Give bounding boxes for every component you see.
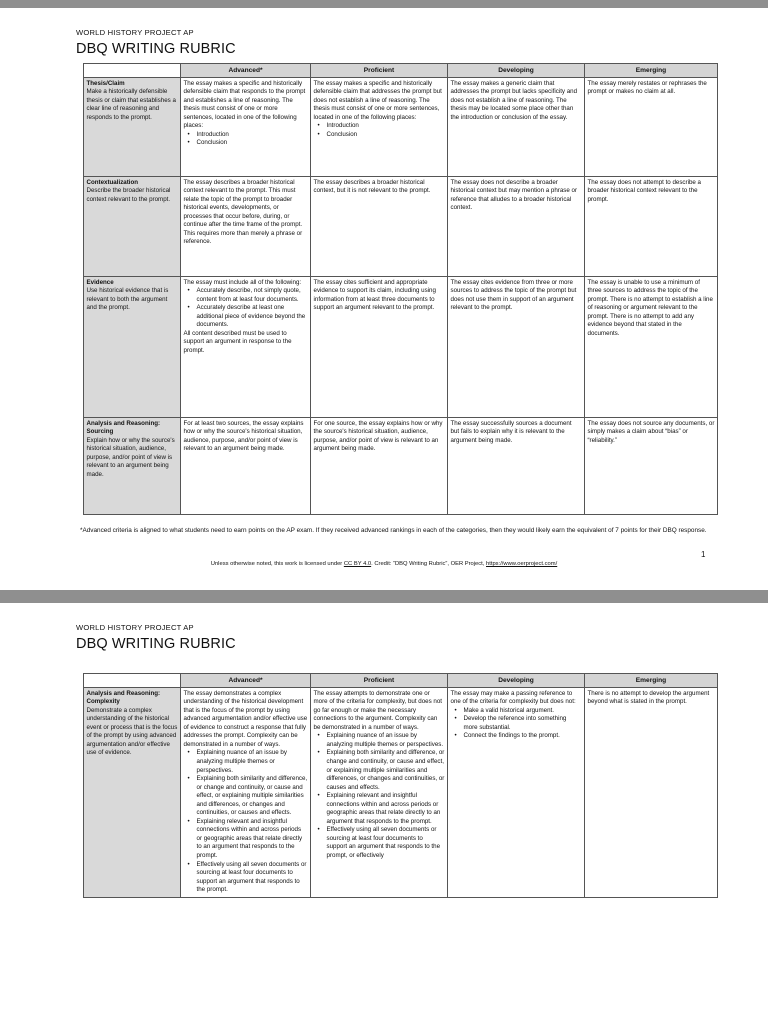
cell-text: The essay successfully sources a document but fails to explain why it is relevant to the argument being made. xyxy=(450,419,572,444)
license-url-link[interactable]: https://www.oerproject.com/ xyxy=(486,561,558,567)
bullet-item: • Develop the reference into something more substantial. xyxy=(464,715,582,732)
advanced-cell xyxy=(181,688,311,898)
cell-text-after: All content described must be used to support an argument in response to the prompt. xyxy=(183,329,292,354)
criterion-description: Describe the broader historical context relevant to the prompt. xyxy=(86,187,171,203)
criterion-name: Contextualization xyxy=(86,178,139,186)
rubric-table xyxy=(83,673,718,898)
criterion-name: Analysis and Reasoning: Sourcing xyxy=(86,419,161,436)
emerging-cell xyxy=(585,177,718,277)
bullet-item: • Make a valid historical argument. xyxy=(464,707,582,716)
bullet-item: • Explaining both similarity and difference, or change and continuity, or cause and effect, or explaining multiple similarities and differences, or changes and continuities, or causes and effects. xyxy=(327,749,445,792)
emerging-cell xyxy=(585,78,718,177)
bullet-item: • Explaining relevant and insightful connections within and across periods or geographic areas that relate directly to an argument that responds to the prompt. xyxy=(327,792,445,826)
corner-cell xyxy=(84,64,181,78)
bullet-list xyxy=(451,707,582,741)
bullet-item: • Accurately describe, not simply quote, content from at least four documents. xyxy=(197,287,308,304)
rubric-page-1 xyxy=(0,8,768,590)
cell-text: The essay merely restates or rephrases the prompt or makes no claim at all. xyxy=(587,79,707,96)
bullet-list xyxy=(314,732,445,860)
column-header-proficient: Proficient xyxy=(311,64,448,78)
developing-cell xyxy=(448,688,585,898)
bullet-list xyxy=(184,287,308,330)
bullet-item: • Effectively using all seven documents or sourcing at least four documents to support an argument that responds to the prompt, or effectively xyxy=(327,826,445,860)
header-row xyxy=(84,64,718,78)
column-header-advanced: Advanced* xyxy=(181,674,311,688)
bullet-item: • Connect the findings to the prompt. xyxy=(464,732,582,741)
cell-text: The essay makes a specific and historically defensible claim that responds to the prompt and establishes a line of reasoning. The thesis must consist of one or more sentences, located in one of the following places: xyxy=(183,79,306,130)
proficient-cell xyxy=(311,177,448,277)
license-credit: . Credit: “DBQ Writing Rubric”, OER Project, xyxy=(371,561,487,567)
cell-text: The essay may make a passing reference to one of the criteria for complexity but does not: xyxy=(450,689,576,706)
criterion-cell xyxy=(84,418,181,515)
bullet-list xyxy=(314,122,445,139)
criterion-description: Use historical evidence that is relevant to both the argument and the prompt. xyxy=(86,287,169,312)
proficient-cell xyxy=(311,688,448,898)
cell-text: The essay cites sufficient and appropriate evidence to support its claim, including using information from at least three documents to support an argument relevant to the prompt. xyxy=(313,278,436,312)
criterion-name: Thesis/Claim xyxy=(86,79,125,87)
emerging-cell xyxy=(585,277,718,418)
cell-text: The essay attempts to demonstrate one or more of the criteria for complexity, but does not go far enough or make the necessary connections to the argument. Complexity can be demonstrated in a number of ways. xyxy=(313,689,443,731)
bullet-list xyxy=(184,131,308,148)
header-row xyxy=(84,674,718,688)
cell-text: For one source, the essay explains how or why the source's historical situation, audience, purpose, and/or point of view is relevant to an argument being made. xyxy=(313,419,443,453)
rubric-table xyxy=(83,63,718,515)
bullet-item: • Explaining nuance of an issue by analyzing multiple themes or perspectives. xyxy=(197,749,308,775)
cell-text: The essay must include all of the following: xyxy=(183,278,302,286)
license-prefix: Unless otherwise noted, this work is licensed under xyxy=(210,561,344,567)
developing-cell xyxy=(448,277,585,418)
emerging-cell xyxy=(585,418,718,515)
column-header-proficient: Proficient xyxy=(311,674,448,688)
project-name: WORLD HISTORY PROJECT AP xyxy=(76,28,194,37)
bullet-item: • Introduction xyxy=(197,131,308,140)
advanced-footnote: *Advanced criteria is aligned to what students need to earn points on the AP exam. If they received advanced rankings in each of the categories, then they would likely earn the equivalent of 7 points for their DBQ response. xyxy=(80,527,707,534)
criterion-description: Explain how or why the source's historical situation, audience, purpose, and/or point of view is relevant to an argument being made. xyxy=(86,436,175,478)
bullet-item: • Explaining both similarity and difference, or change and continuity, or cause and effect, or explaining multiple similarities and differences, or changes and continuities, or causes and effects. xyxy=(197,775,308,818)
cell-text: The essay does not attempt to describe a broader historical context relevant to the prompt. xyxy=(587,178,702,203)
rubric-row xyxy=(84,177,718,277)
column-header-developing: Developing xyxy=(448,674,585,688)
bullet-item: • Conclusion xyxy=(197,139,308,148)
criterion-cell xyxy=(84,688,181,898)
developing-cell xyxy=(448,418,585,515)
bullet-item: • Effectively using all seven documents or sourcing at least four documents to support an argument that responds to the prompt. xyxy=(197,861,308,895)
proficient-cell xyxy=(311,277,448,418)
cell-text: There is no attempt to develop the argument beyond what is stated in the prompt. xyxy=(587,689,710,706)
cell-text: The essay makes a generic claim that addresses the prompt but lacks specificity and does not establish a line of reasoning. The thesis may be located some place other than the introduction or conclusion of the essay. xyxy=(450,79,578,121)
license-line xyxy=(0,561,768,567)
rubric-row xyxy=(84,78,718,177)
cell-text: The essay describes a broader historical context, but it is not relevant to the prompt. xyxy=(313,178,431,195)
advanced-cell xyxy=(181,78,311,177)
criterion-description: Demonstrate a complex understanding of the historical event or process that is the focus of the prompt by using advanced argumentation and/or effective use of evidence. xyxy=(86,706,178,757)
document-title: DBQ WRITING RUBRIC xyxy=(76,41,236,57)
proficient-cell xyxy=(311,78,448,177)
developing-cell xyxy=(448,78,585,177)
bullet-item: • Introduction xyxy=(327,122,445,131)
cell-text: The essay does not describe a broader historical context but may mention a phrase or reference that alludes to a broader historical context. xyxy=(450,178,578,212)
column-header-emerging: Emerging xyxy=(585,674,718,688)
page-number: 1 xyxy=(701,550,706,559)
cell-text: The essay makes a specific and historically defensible claim that addresses the prompt but does not establish a line of reasoning. The thesis must consist of one or more sentences, located in one of the following places: xyxy=(313,79,442,121)
corner-cell xyxy=(84,674,181,688)
advanced-cell xyxy=(181,177,311,277)
bullet-list xyxy=(184,749,308,894)
column-header-emerging: Emerging xyxy=(585,64,718,78)
bullet-item: • Conclusion xyxy=(327,131,445,140)
project-name: WORLD HISTORY PROJECT AP xyxy=(76,623,194,632)
criterion-cell xyxy=(84,177,181,277)
criterion-name: Evidence xyxy=(86,278,114,286)
column-header-advanced: Advanced* xyxy=(181,64,311,78)
emerging-cell xyxy=(585,688,718,898)
bullet-item: • Accurately describe at least one additional piece of evidence beyond the documents. xyxy=(197,304,308,330)
criterion-name: Analysis and Reasoning: Complexity xyxy=(86,689,161,706)
column-header-developing: Developing xyxy=(448,64,585,78)
document-title: DBQ WRITING RUBRIC xyxy=(76,636,236,652)
rubric-body xyxy=(84,688,718,898)
rubric-page-2 xyxy=(0,603,768,1024)
criterion-cell xyxy=(84,277,181,418)
bullet-item: • Explaining nuance of an issue by analyzing multiple themes or perspectives. xyxy=(327,732,445,749)
cell-text: The essay cites evidence from three or more sources to address the topic of the prompt but does not use them in support of an argument relevant to the prompt. xyxy=(450,278,577,312)
criterion-cell xyxy=(84,78,181,177)
cell-text: The essay demonstrates a complex understanding of the historical development that is the focus of the prompt by using advanced argumentation and/or effective use of evidence to construct a response that fully addresses the prompt. Complexity can be demonstrated in a number of ways. xyxy=(183,689,308,748)
rubric-body xyxy=(84,78,718,515)
rubric-row xyxy=(84,277,718,418)
license-cc-link[interactable]: CC BY 4.0 xyxy=(343,561,372,567)
cell-text: The essay is unable to use a minimum of three sources to address the topic of the prompt. There is no attempt to establish a line of reasoning or argument relevant to the prompt. There is no attempt to add any evidence beyond that stated in the documents. xyxy=(587,278,713,337)
rubric-row xyxy=(84,688,718,898)
bullet-item: • Explaining relevant and insightful connections within and across periods or geographic areas that relate directly to an argument that responds to the prompt. xyxy=(197,818,308,861)
developing-cell xyxy=(448,177,585,277)
cell-text: The essay does not source any documents, or simply makes a claim about “bias” or “reliability.” xyxy=(587,419,715,444)
advanced-cell xyxy=(181,277,311,418)
criterion-description: Make a historically defensible thesis or claim that establishes a clear line of reasoning and responds to the prompt. xyxy=(86,88,176,121)
advanced-cell xyxy=(181,418,311,515)
proficient-cell xyxy=(311,418,448,515)
cell-text: The essay describes a broader historical context relevant to the prompt. This must relate the topic of the prompt to broader historical events, developments, or processes that occur before, during, or continue after the time frame of the prompt. This requires more than merely a phrase or reference. xyxy=(183,178,303,246)
rubric-row xyxy=(84,418,718,515)
cell-text: For at least two sources, the essay explains how or why the source's historical situation, audience, purpose, and/or point of view is relevant to an argument being made. xyxy=(183,419,304,453)
